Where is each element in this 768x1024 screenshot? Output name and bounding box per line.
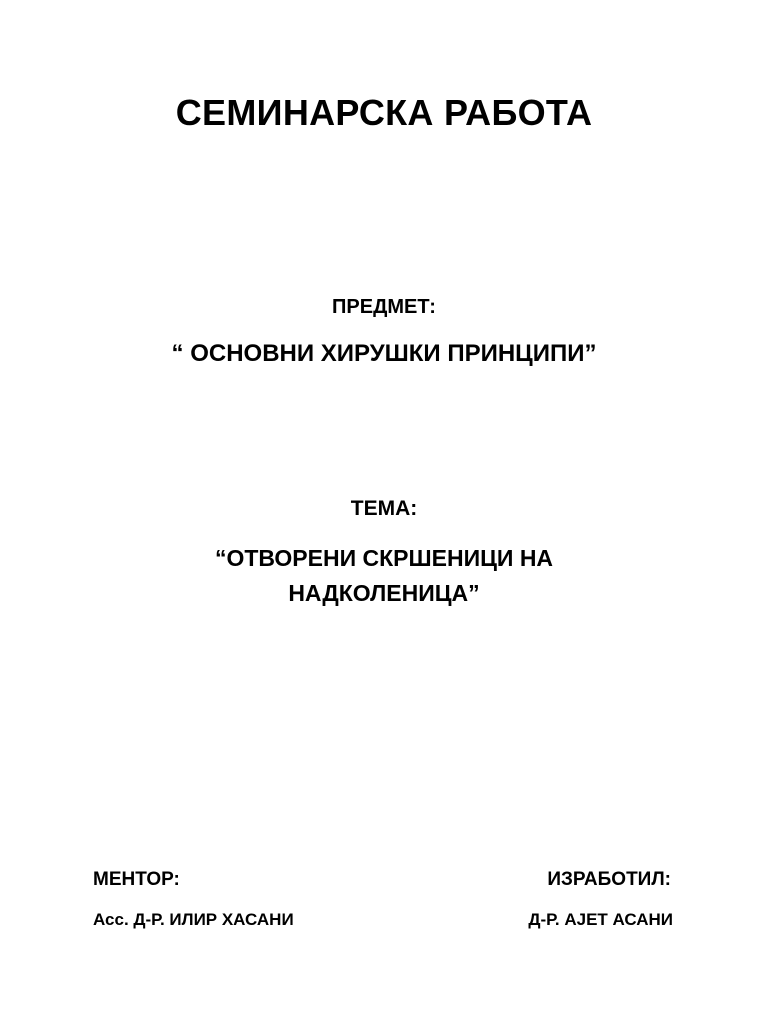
topic-value-line-2: НАДКОЛЕНИЦА”: [288, 580, 480, 606]
topic-value: [0, 541, 768, 611]
author-label: ИЗРАБОТИЛ:: [547, 869, 671, 890]
author-name: Д-Р. АЈЕТ АСАНИ: [528, 910, 673, 929]
topic-value-line-1: “ОТВОРЕНИ СКРШЕНИЦИ НА: [214, 545, 554, 571]
subject-value: “ ОСНОВНИ ХИРУШКИ ПРИНЦИПИ”: [171, 340, 597, 367]
subject-label: ПРЕДМЕТ:: [332, 296, 436, 318]
document-title: СЕМИНАРСКА РАБОТА: [175, 92, 593, 133]
mentor-name: Асс. Д-Р. ИЛИР ХАСАНИ: [93, 910, 294, 929]
topic-label: ТЕМА:: [350, 497, 418, 520]
mentor-label: МЕНТОР:: [93, 869, 180, 890]
